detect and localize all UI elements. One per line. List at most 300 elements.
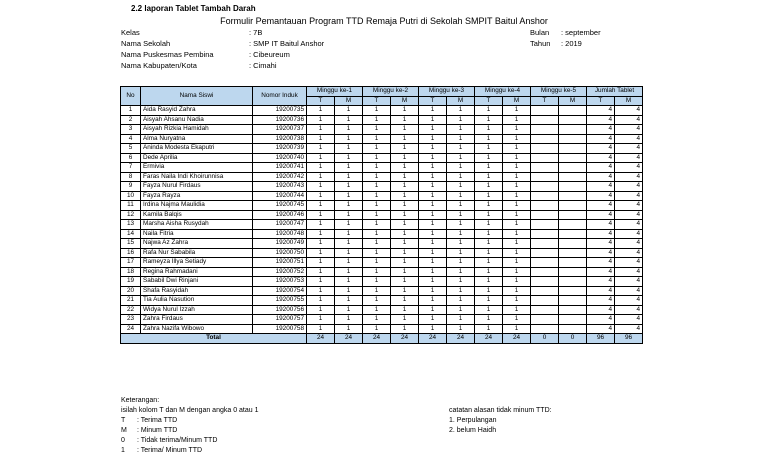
row-total-cell: 4 xyxy=(615,134,643,144)
mark-cell: 1 xyxy=(503,277,531,287)
mark-cell: 1 xyxy=(475,201,503,211)
mark-cell: 1 xyxy=(335,201,363,211)
info-left xyxy=(121,27,324,71)
mark-cell xyxy=(531,106,559,116)
mark-cell: 1 xyxy=(391,220,419,230)
row-no: 8 xyxy=(121,172,141,182)
row-total-cell: 4 xyxy=(615,296,643,306)
sub-header-t: T xyxy=(363,96,391,106)
mark-cell: 1 xyxy=(335,305,363,315)
mark-cell xyxy=(559,153,587,163)
total-cell: 0 xyxy=(531,334,559,344)
mark-cell: 1 xyxy=(363,324,391,334)
table-row xyxy=(121,172,643,182)
row-total-cell: 4 xyxy=(587,229,615,239)
mark-cell: 1 xyxy=(475,182,503,192)
table-row xyxy=(121,106,643,116)
mark-cell: 1 xyxy=(363,286,391,296)
mark-cell xyxy=(531,220,559,230)
total-cell: 24 xyxy=(503,334,531,344)
row-total-cell: 4 xyxy=(615,286,643,296)
row-no: 22 xyxy=(121,305,141,315)
mark-cell xyxy=(559,220,587,230)
mark-cell: 1 xyxy=(419,201,447,211)
mark-cell: 1 xyxy=(335,277,363,287)
mark-cell: 1 xyxy=(335,229,363,239)
mark-cell: 1 xyxy=(419,277,447,287)
mark-cell: 1 xyxy=(391,286,419,296)
mark-cell: 1 xyxy=(363,258,391,268)
row-id: 19200753 xyxy=(253,277,307,287)
mark-cell: 1 xyxy=(335,134,363,144)
mark-cell xyxy=(559,315,587,325)
row-no: 9 xyxy=(121,182,141,192)
total-cell: 24 xyxy=(307,334,335,344)
mark-cell: 1 xyxy=(503,315,531,325)
mark-cell: 1 xyxy=(363,305,391,315)
mark-cell: 1 xyxy=(307,324,335,334)
row-total-cell: 4 xyxy=(615,277,643,287)
legend-key: M xyxy=(121,427,127,434)
mark-cell: 1 xyxy=(503,324,531,334)
mark-cell xyxy=(531,239,559,249)
mark-cell: 1 xyxy=(391,210,419,220)
row-total-cell: 4 xyxy=(615,248,643,258)
sub-header-t: T xyxy=(307,96,335,106)
table-row xyxy=(121,144,643,154)
attendance-table xyxy=(120,86,643,344)
mark-cell: 1 xyxy=(503,210,531,220)
mark-cell: 1 xyxy=(447,153,475,163)
mark-cell xyxy=(531,267,559,277)
mark-cell: 1 xyxy=(447,134,475,144)
row-total-cell: 4 xyxy=(615,163,643,173)
mark-cell: 1 xyxy=(419,239,447,249)
row-total-cell: 4 xyxy=(587,172,615,182)
mark-cell xyxy=(531,134,559,144)
mark-cell: 1 xyxy=(391,324,419,334)
mark-cell: 1 xyxy=(475,305,503,315)
row-total-cell: 4 xyxy=(587,144,615,154)
info-label: Nama Sekolah xyxy=(121,39,171,48)
mark-cell xyxy=(559,258,587,268)
mark-cell: 1 xyxy=(307,172,335,182)
row-no: 4 xyxy=(121,134,141,144)
col-no-header: No xyxy=(121,87,141,106)
row-id: 19200736 xyxy=(253,115,307,125)
mark-cell xyxy=(559,248,587,258)
mark-cell xyxy=(531,296,559,306)
total-cell: 96 xyxy=(615,334,643,344)
info-row-month xyxy=(530,27,601,38)
sub-header-m: M xyxy=(503,96,531,106)
mark-cell: 1 xyxy=(363,172,391,182)
mark-cell: 1 xyxy=(391,172,419,182)
mark-cell: 1 xyxy=(419,267,447,277)
row-name: Fayza Nurul Firdaus xyxy=(141,182,253,192)
mark-cell: 1 xyxy=(335,106,363,116)
row-id: 19200757 xyxy=(253,315,307,325)
mark-cell: 1 xyxy=(391,153,419,163)
col-total-header: Jumlah Tablet xyxy=(587,87,643,97)
mark-cell: 1 xyxy=(503,201,531,211)
mark-cell: 1 xyxy=(307,182,335,192)
mark-cell: 1 xyxy=(307,220,335,230)
row-total-cell: 4 xyxy=(615,115,643,125)
mark-cell: 1 xyxy=(475,277,503,287)
row-no: 10 xyxy=(121,191,141,201)
col-week2-header: Minggu ke-2 xyxy=(363,87,419,97)
mark-cell: 1 xyxy=(419,134,447,144)
mark-cell xyxy=(531,153,559,163)
col-week5-header: Minggu ke-5 xyxy=(531,87,587,97)
row-total-cell: 4 xyxy=(615,239,643,249)
row-total-cell: 4 xyxy=(615,201,643,211)
row-name: Kamila Balqis xyxy=(141,210,253,220)
mark-cell: 1 xyxy=(363,277,391,287)
row-total-cell: 4 xyxy=(587,286,615,296)
mark-cell: 1 xyxy=(447,277,475,287)
mark-cell: 1 xyxy=(475,115,503,125)
row-total-cell: 4 xyxy=(587,182,615,192)
table-row xyxy=(121,305,643,315)
mark-cell xyxy=(559,172,587,182)
mark-cell xyxy=(559,144,587,154)
info-value: : 2019 xyxy=(561,39,582,48)
mark-cell: 1 xyxy=(307,201,335,211)
total-cell: 24 xyxy=(363,334,391,344)
row-id: 19200750 xyxy=(253,248,307,258)
table-row xyxy=(121,163,643,173)
legend-desc: : Tidak terima/Minum TTD xyxy=(137,437,218,444)
mark-cell: 1 xyxy=(475,286,503,296)
notes-title: Keterangan: xyxy=(121,397,160,404)
col-week3-header: Minggu ke-3 xyxy=(419,87,475,97)
info-label: Kelas xyxy=(121,28,140,37)
mark-cell: 1 xyxy=(391,201,419,211)
mark-cell xyxy=(559,296,587,306)
mark-cell: 1 xyxy=(475,324,503,334)
info-row-school xyxy=(121,38,324,49)
row-total-cell: 4 xyxy=(587,191,615,201)
mark-cell: 1 xyxy=(363,106,391,116)
mark-cell: 1 xyxy=(363,201,391,211)
mark-cell: 1 xyxy=(447,296,475,306)
row-total-cell: 4 xyxy=(615,305,643,315)
mark-cell: 1 xyxy=(419,248,447,258)
notes-reasons xyxy=(449,406,552,436)
info-value: : Cibeureum xyxy=(249,50,290,59)
row-id: 19200739 xyxy=(253,144,307,154)
mark-cell: 1 xyxy=(419,163,447,173)
mark-cell: 1 xyxy=(419,153,447,163)
mark-cell: 1 xyxy=(335,248,363,258)
row-total-cell: 4 xyxy=(587,267,615,277)
mark-cell xyxy=(531,115,559,125)
row-no: 2 xyxy=(121,115,141,125)
table-row xyxy=(121,115,643,125)
row-no: 19 xyxy=(121,277,141,287)
row-name: Marsha Aisha Rusydah xyxy=(141,220,253,230)
mark-cell: 1 xyxy=(307,258,335,268)
mark-cell: 1 xyxy=(335,258,363,268)
mark-cell: 1 xyxy=(475,239,503,249)
mark-cell: 1 xyxy=(363,144,391,154)
row-name: Regina Rahmadani xyxy=(141,267,253,277)
mark-cell: 1 xyxy=(447,201,475,211)
total-cell: 24 xyxy=(391,334,419,344)
mark-cell: 1 xyxy=(391,305,419,315)
row-id: 19200735 xyxy=(253,106,307,116)
table-row xyxy=(121,286,643,296)
mark-cell: 1 xyxy=(307,248,335,258)
mark-cell: 1 xyxy=(419,210,447,220)
row-no: 24 xyxy=(121,324,141,334)
info-value: : 7B xyxy=(249,28,263,37)
reasons-title: catatan alasan tidak minum TTD: xyxy=(449,407,552,414)
table-row xyxy=(121,296,643,306)
info-label: Nama Puskesmas Pembina xyxy=(121,50,214,59)
info-label: Nama Kabupaten/Kota xyxy=(121,61,197,70)
row-total-cell: 4 xyxy=(587,153,615,163)
table-row xyxy=(121,191,643,201)
mark-cell: 1 xyxy=(307,315,335,325)
mark-cell: 1 xyxy=(307,305,335,315)
mark-cell: 1 xyxy=(447,286,475,296)
mark-cell: 1 xyxy=(419,172,447,182)
sub-header-m: M xyxy=(391,96,419,106)
mark-cell: 1 xyxy=(475,258,503,268)
row-no: 21 xyxy=(121,296,141,306)
table-row xyxy=(121,153,643,163)
mark-cell: 1 xyxy=(503,258,531,268)
sub-header-m: M xyxy=(615,96,643,106)
mark-cell xyxy=(559,229,587,239)
row-id: 19200747 xyxy=(253,220,307,230)
mark-cell: 1 xyxy=(503,115,531,125)
row-id: 19200742 xyxy=(253,172,307,182)
legend-item xyxy=(121,436,259,446)
table-row xyxy=(121,182,643,192)
mark-cell: 1 xyxy=(419,106,447,116)
mark-cell: 1 xyxy=(335,286,363,296)
col-week1-header: Minggu ke-1 xyxy=(307,87,363,97)
row-id: 19200743 xyxy=(253,182,307,192)
mark-cell: 1 xyxy=(391,296,419,306)
row-no: 7 xyxy=(121,163,141,173)
mark-cell: 1 xyxy=(335,144,363,154)
mark-cell: 1 xyxy=(335,220,363,230)
mark-cell: 1 xyxy=(335,210,363,220)
row-id: 19200748 xyxy=(253,229,307,239)
row-no: 5 xyxy=(121,144,141,154)
mark-cell xyxy=(531,315,559,325)
mark-cell xyxy=(531,286,559,296)
total-cell: 96 xyxy=(587,334,615,344)
table-row xyxy=(121,248,643,258)
sub-header-m: M xyxy=(447,96,475,106)
mark-cell: 1 xyxy=(363,220,391,230)
row-total-cell: 4 xyxy=(587,125,615,135)
mark-cell: 1 xyxy=(307,134,335,144)
mark-cell: 1 xyxy=(447,106,475,116)
row-name: Ermivia xyxy=(141,163,253,173)
total-row xyxy=(121,334,643,344)
mark-cell: 1 xyxy=(363,229,391,239)
mark-cell: 1 xyxy=(475,248,503,258)
mark-cell: 1 xyxy=(419,324,447,334)
row-total-cell: 4 xyxy=(615,220,643,230)
row-id: 19200740 xyxy=(253,153,307,163)
legend-key: 0 xyxy=(121,437,125,444)
mark-cell xyxy=(559,163,587,173)
mark-cell: 1 xyxy=(335,115,363,125)
mark-cell: 1 xyxy=(391,163,419,173)
form-title: Formulir Pemantauan Program TTD Remaja Putri di Sekolah SMPIT Baitul Anshor xyxy=(220,16,548,26)
table-row xyxy=(121,267,643,277)
mark-cell: 1 xyxy=(335,267,363,277)
mark-cell: 1 xyxy=(307,144,335,154)
sub-header-t: T xyxy=(419,96,447,106)
row-name: Shafa Rasyidah xyxy=(141,286,253,296)
row-no: 14 xyxy=(121,229,141,239)
mark-cell: 1 xyxy=(419,125,447,135)
mark-cell: 1 xyxy=(335,153,363,163)
mark-cell: 1 xyxy=(447,267,475,277)
row-total-cell: 4 xyxy=(587,210,615,220)
row-total-cell: 4 xyxy=(587,201,615,211)
row-name: Aisyah Ahsanu Nadia xyxy=(141,115,253,125)
mark-cell xyxy=(531,182,559,192)
mark-cell: 1 xyxy=(307,296,335,306)
mark-cell: 1 xyxy=(335,172,363,182)
row-no: 20 xyxy=(121,286,141,296)
row-total-cell: 4 xyxy=(615,258,643,268)
row-no: 17 xyxy=(121,258,141,268)
info-value: : SMP IT Baitul Anshor xyxy=(249,39,325,48)
mark-cell: 1 xyxy=(447,324,475,334)
mark-cell: 1 xyxy=(307,239,335,249)
mark-cell: 1 xyxy=(503,229,531,239)
mark-cell: 1 xyxy=(503,239,531,249)
mark-cell: 1 xyxy=(419,229,447,239)
mark-cell: 1 xyxy=(447,315,475,325)
mark-cell: 1 xyxy=(503,125,531,135)
total-cell: 0 xyxy=(559,334,587,344)
table-row xyxy=(121,134,643,144)
mark-cell: 1 xyxy=(335,191,363,201)
mark-cell: 1 xyxy=(475,296,503,306)
mark-cell: 1 xyxy=(307,210,335,220)
row-no: 18 xyxy=(121,267,141,277)
mark-cell: 1 xyxy=(335,125,363,135)
legend-item xyxy=(121,426,259,436)
notes-instruction: isilah kolom T dan M dengan angka 0 atau 1 xyxy=(121,407,259,414)
mark-cell: 1 xyxy=(503,163,531,173)
mark-cell: 1 xyxy=(335,324,363,334)
mark-cell xyxy=(531,324,559,334)
row-total-cell: 4 xyxy=(615,229,643,239)
row-name: Fayza Rayza xyxy=(141,191,253,201)
row-total-cell: 4 xyxy=(587,277,615,287)
mark-cell xyxy=(531,191,559,201)
mark-cell: 1 xyxy=(503,248,531,258)
mark-cell: 1 xyxy=(363,239,391,249)
mark-cell: 1 xyxy=(475,163,503,173)
mark-cell: 1 xyxy=(363,210,391,220)
row-id: 19200738 xyxy=(253,134,307,144)
mark-cell: 1 xyxy=(335,239,363,249)
mark-cell: 1 xyxy=(503,296,531,306)
mark-cell xyxy=(531,229,559,239)
row-no: 6 xyxy=(121,153,141,163)
row-name: Aida Rasyid Zahra xyxy=(141,106,253,116)
row-total-cell: 4 xyxy=(587,220,615,230)
mark-cell: 1 xyxy=(391,229,419,239)
mark-cell: 1 xyxy=(307,106,335,116)
row-name: Zahra Nazifa Wibowo xyxy=(141,324,253,334)
mark-cell: 1 xyxy=(503,286,531,296)
mark-cell: 1 xyxy=(503,220,531,230)
row-id: 19200754 xyxy=(253,286,307,296)
row-no: 16 xyxy=(121,248,141,258)
legend-item xyxy=(121,446,259,456)
total-cell: 24 xyxy=(419,334,447,344)
mark-cell: 1 xyxy=(475,106,503,116)
row-total-cell: 4 xyxy=(615,106,643,116)
mark-cell: 1 xyxy=(307,115,335,125)
mark-cell xyxy=(531,172,559,182)
row-no: 23 xyxy=(121,315,141,325)
mark-cell: 1 xyxy=(475,191,503,201)
mark-cell: 1 xyxy=(391,258,419,268)
mark-cell xyxy=(559,277,587,287)
row-total-cell: 4 xyxy=(615,210,643,220)
mark-cell: 1 xyxy=(391,239,419,249)
table-row xyxy=(121,324,643,334)
table-row xyxy=(121,315,643,325)
row-name: Faras Naila Indi Khoirunnisa xyxy=(141,172,253,182)
row-total-cell: 4 xyxy=(615,267,643,277)
row-total-cell: 4 xyxy=(587,315,615,325)
row-total-cell: 4 xyxy=(615,182,643,192)
mark-cell: 1 xyxy=(447,125,475,135)
row-id: 19200756 xyxy=(253,305,307,315)
row-total-cell: 4 xyxy=(615,324,643,334)
mark-cell: 1 xyxy=(363,163,391,173)
mark-cell: 1 xyxy=(307,229,335,239)
row-id: 19200741 xyxy=(253,163,307,173)
row-id: 19200758 xyxy=(253,324,307,334)
reason-item: 1. Perpulangan xyxy=(449,417,497,424)
table-body xyxy=(121,106,643,334)
mark-cell: 1 xyxy=(307,125,335,135)
info-row-year xyxy=(530,38,601,49)
mark-cell xyxy=(531,258,559,268)
mark-cell xyxy=(559,267,587,277)
row-name: Rafa Nur Sababila xyxy=(141,248,253,258)
row-total-cell: 4 xyxy=(615,315,643,325)
mark-cell: 1 xyxy=(447,163,475,173)
row-name: Naila Fitria xyxy=(141,229,253,239)
mark-cell xyxy=(559,191,587,201)
row-no: 12 xyxy=(121,210,141,220)
mark-cell: 1 xyxy=(475,134,503,144)
row-name: Aisyah Rizkia Hamidah xyxy=(141,125,253,135)
row-total-cell: 4 xyxy=(587,248,615,258)
mark-cell: 1 xyxy=(475,172,503,182)
mark-cell: 1 xyxy=(391,182,419,192)
